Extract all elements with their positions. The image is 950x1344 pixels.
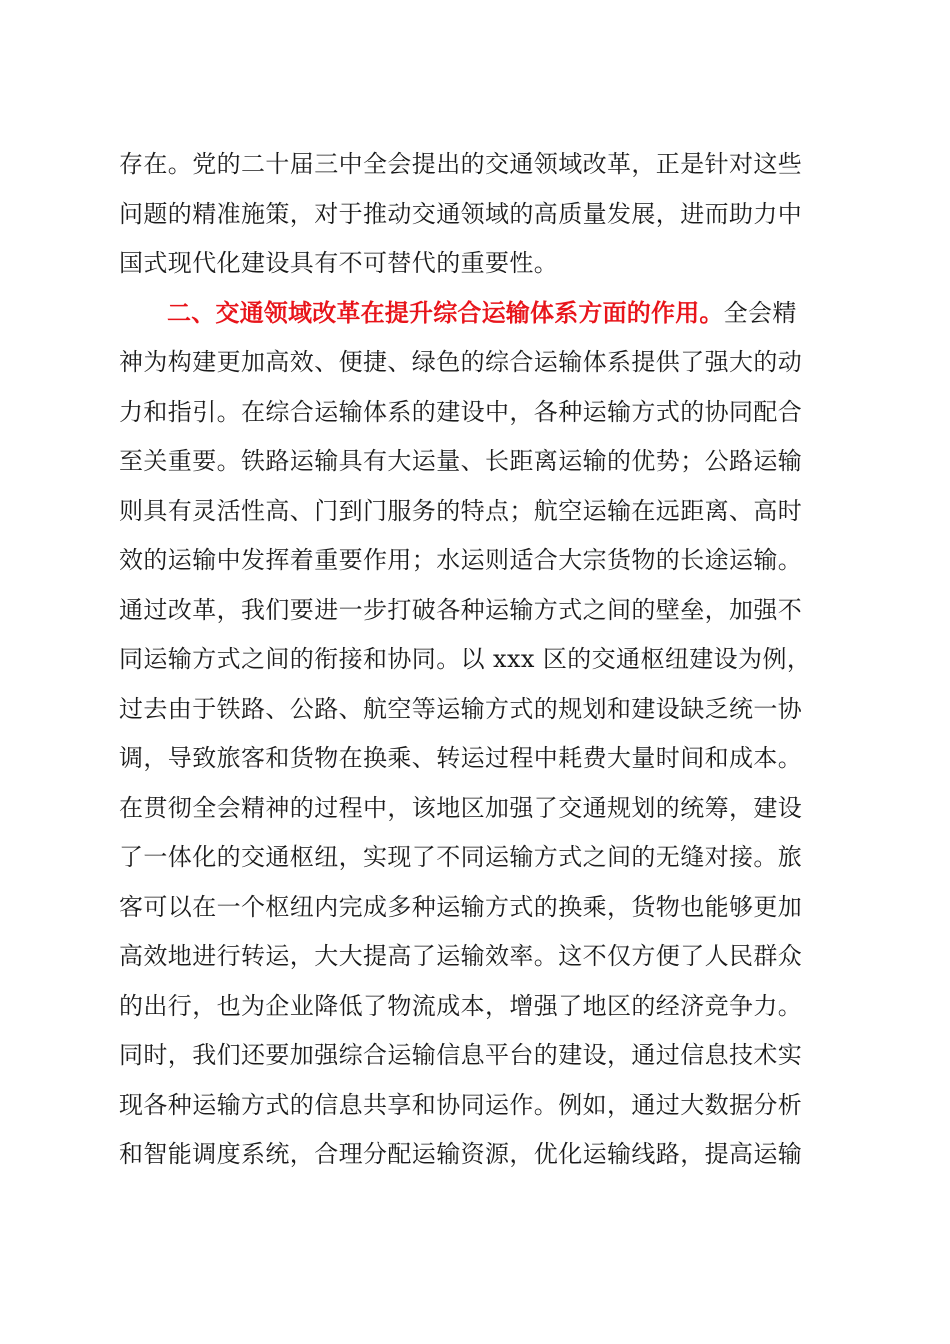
text-line: 则具有灵活性高、门到门服务的特点；航空运输在远距离、高时 <box>119 496 803 525</box>
section-first-line-text: 全会精 <box>723 298 797 327</box>
text-line: 神为构建更加高效、便捷、绿色的综合运输体系提供了强大的动 <box>119 348 803 376</box>
text-line: 高效地进行转运，大大提高了运输效率。这不仅方便了人民群众 <box>119 942 803 970</box>
text-line: 同运输方式之间的衔接和协同。以 xxx 区的交通枢纽建设为例， <box>119 645 812 673</box>
text-line: 至关重要。铁路运输具有大运量、长距离运输的优势；公路运输 <box>119 447 803 475</box>
text-line: 在贯彻全会精神的过程中，该地区加强了交通规划的统筹，建设 <box>119 793 803 822</box>
text-line: 过去由于铁路、公路、航空等运输方式的规划和建设缺乏统一协 <box>119 694 803 723</box>
text-line: 存在。党的二十届三中全会提出的交通领域改革，正是针对这些 <box>119 150 803 178</box>
text-line: 同时，我们还要加强综合运输信息平台的建设，通过信息技术实 <box>119 1041 803 1069</box>
text-line: 力和指引。在综合运输体系的建设中，各种运输方式的协同配合 <box>119 397 803 426</box>
text-line: 国式现代化建设具有不可替代的重要性。 <box>119 249 559 277</box>
text-line: 和智能调度系统，合理分配运输资源，优化运输线路，提高运输 <box>119 1140 803 1168</box>
section-heading-line <box>119 289 819 339</box>
text-line: 调，导致旅客和货物在换乘、转运过程中耗费大量时间和成本。 <box>119 744 803 772</box>
text-line: 效的运输中发挥着重要作用；水运则适合大宗货物的长途运输。 <box>119 546 803 574</box>
text-line: 了一体化的交通枢纽，实现了不同运输方式之间的无缝对接。旅 <box>119 843 803 871</box>
text-line: 的出行，也为企业降低了物流成本，增强了地区的经济竞争力。 <box>119 991 803 1020</box>
document-body <box>119 140 819 1180</box>
section-heading: 二、交通领域改革在提升综合运输体系方面的作用。 <box>167 298 724 327</box>
text-line: 现各种运输方式的信息共享和协同运作。例如，通过大数据分析 <box>119 1090 803 1119</box>
text-line: 通过改革，我们要进一步打破各种运输方式之间的壁垒，加强不 <box>119 595 803 624</box>
text-line: 客可以在一个枢纽内完成多种运输方式的换乘，货物也能够更加 <box>119 892 803 921</box>
text-line: 问题的精准施策，对于推动交通领域的高质量发展，进而助力中 <box>119 199 803 228</box>
